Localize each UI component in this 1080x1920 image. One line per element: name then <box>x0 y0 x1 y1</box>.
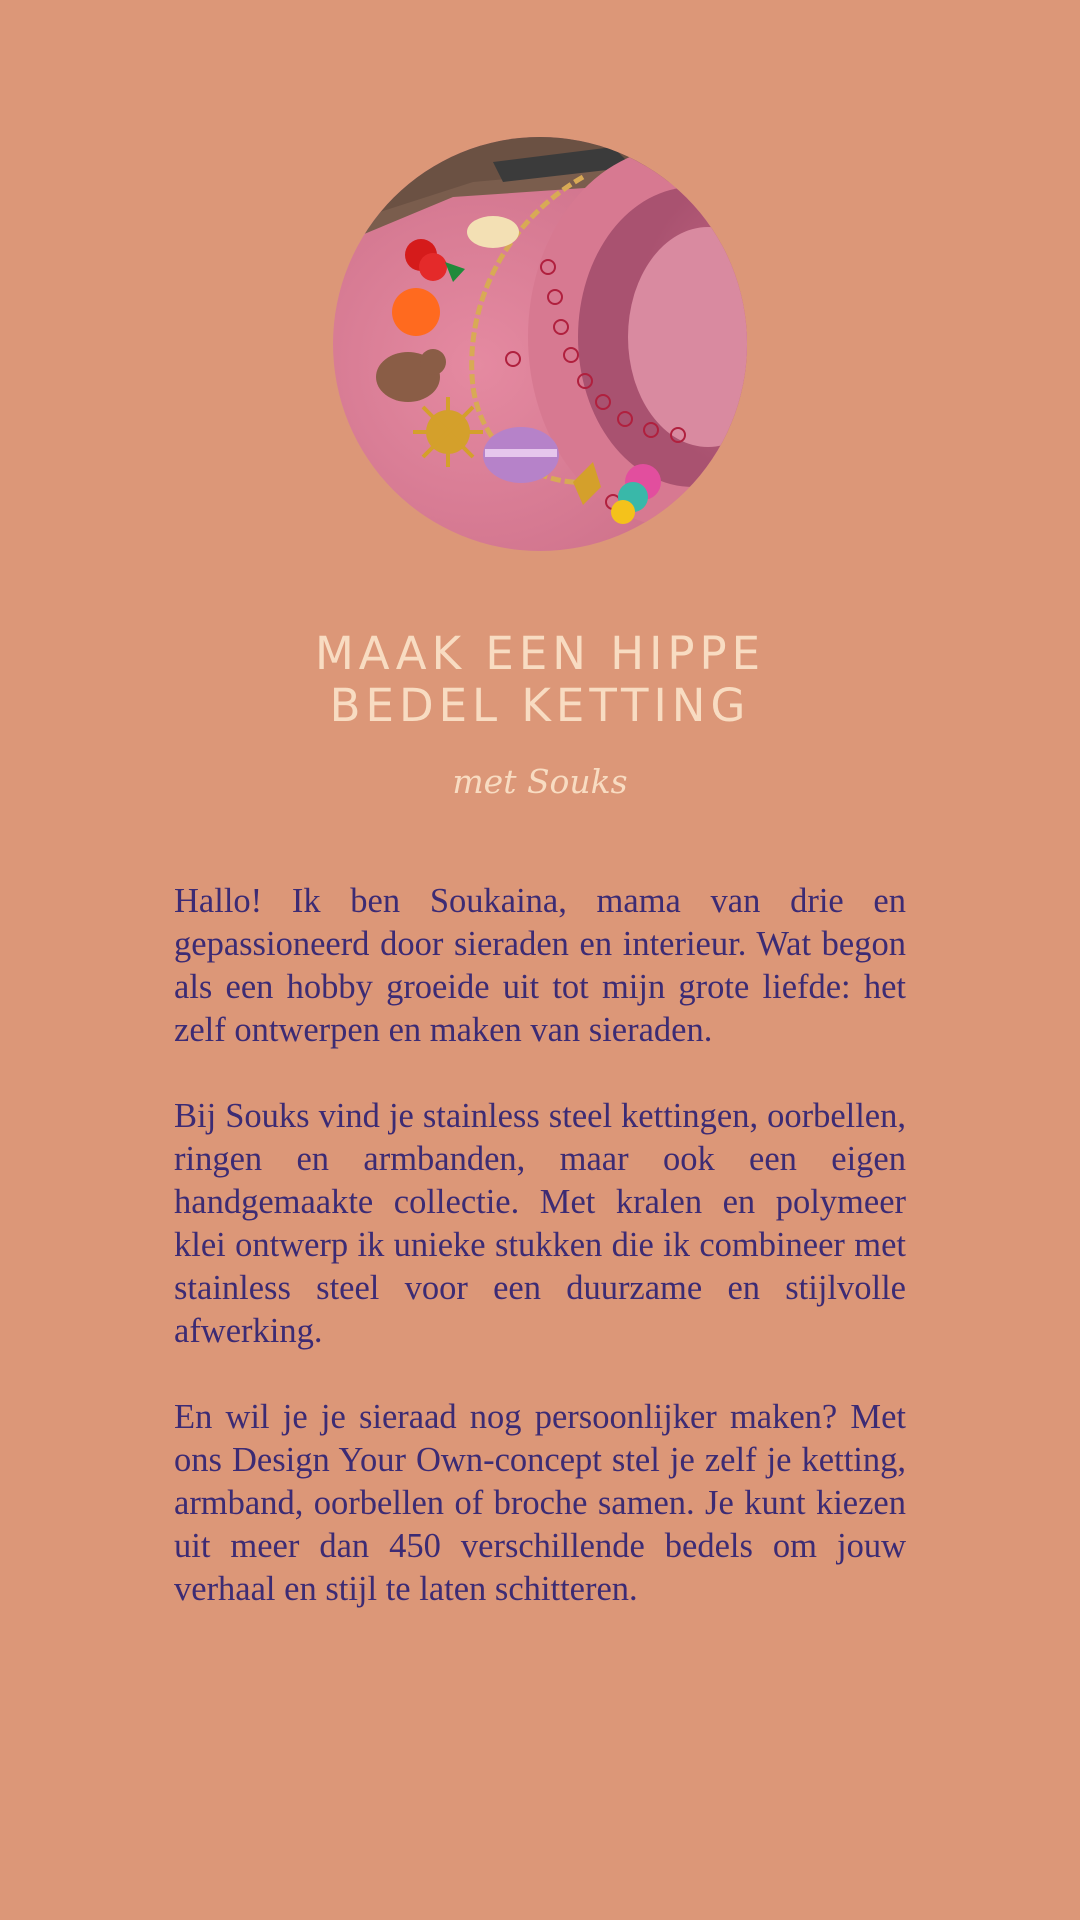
subtitle: met Souks <box>452 762 628 801</box>
paragraph-2: Bij Souks vind je stainless steel kettingen, oorbellen, ringen en armbanden, maar ook een eigen handgemaakte collectie. Met kralen en polymeer klei ontwerp ik unieke stukken die ik combineer met stainless steel voor een duurzame en stijlvolle afwerking. <box>174 1097 906 1350</box>
title-line-2: BEDEL KETTING <box>329 679 751 732</box>
necklace-photo <box>333 137 747 551</box>
paragraph-3: En wil je je sieraad nog persoonlijker maken? Met ons Design Your Own-concept stel je zelf je ketting, armband, oorbellen of broche samen. Je kunt kiezen uit meer dan 450 verschillende bedels om jouw verhaal en stijl te laten schitteren. <box>174 1398 906 1608</box>
intro-text <box>174 880 906 1654</box>
page-title <box>0 628 1080 732</box>
title-line-1: MAAK EEN HIPPE <box>314 627 766 680</box>
paragraph-1: Hallo! Ik ben Soukaina, mama van drie en gepassioneerd door sieraden en interieur. Wat begon als een hobby groeide uit tot mijn grote liefde: het zelf ontwerpen en maken van sieraden. <box>174 882 906 1049</box>
